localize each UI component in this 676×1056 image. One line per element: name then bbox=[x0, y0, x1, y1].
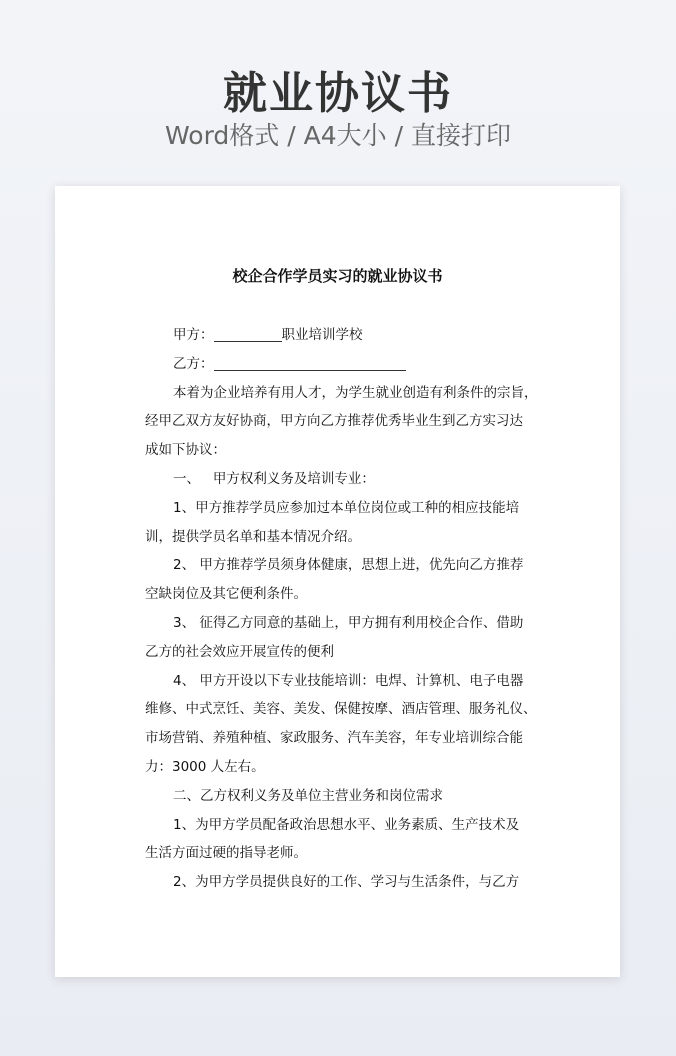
party-b-line bbox=[145, 350, 537, 379]
clause-line: 市场营销、养殖种植、家政服务、汽车美容，年专业培训综合能 bbox=[145, 730, 523, 747]
section-1-heading: 一、 甲方权利义务及培训专业： bbox=[173, 470, 375, 487]
clause-line: 2、为甲方学员提供良好的工作、学习与生活条件，与乙方 bbox=[173, 874, 520, 891]
clause-line: 生活方面过硬的指导老师。 bbox=[145, 845, 307, 862]
document-page bbox=[55, 186, 620, 977]
party-b-label: 乙方： bbox=[173, 355, 214, 372]
banner-subtitle: Word格式 / A4大小 / 直接打印 bbox=[165, 121, 511, 150]
party-b-blank bbox=[214, 354, 406, 371]
party-a-label: 甲方： bbox=[173, 327, 214, 343]
clause-line: 训，提供学员名单和基本情况介绍。 bbox=[145, 528, 361, 545]
clause-line: 2、 甲方推荐学员须身体健康，思想上进，优先向乙方推荐 bbox=[173, 557, 524, 574]
clause-line: 4、 甲方开设以下专业技能培训：电焊、计算机、电子电器 bbox=[173, 672, 524, 689]
party-a-suffix: 职业培训学校 bbox=[281, 327, 363, 343]
clause-line: 力：3000 人左右。 bbox=[145, 758, 265, 775]
intro-line: 经甲乙双方友好协商，甲方向乙方推荐优秀毕业生到乙方实习达 bbox=[145, 413, 523, 430]
intro-line: 本着为企业培养有用人才，为学生就业创造有利条件的宗旨， bbox=[173, 384, 538, 401]
clause-line: 3、 征得乙方同意的基础上，甲方拥有利用校企合作、借助 bbox=[173, 614, 524, 631]
clause-line: 1、甲方推荐学员应参加过本单位岗位或工种的相应技能培 bbox=[173, 499, 520, 516]
intro-line: 成如下协议： bbox=[145, 442, 226, 459]
document-title: 校企合作学员实习的就业协议书 bbox=[232, 267, 443, 285]
section-2-heading: 二、乙方权利义务及单位主营业务和岗位需求 bbox=[173, 787, 443, 804]
clause-line: 空缺岗位及其它便利条件。 bbox=[145, 586, 307, 603]
clause-line: 维修、中式烹饪、美容、美发、保健按摩、酒店管理、服务礼仪、 bbox=[145, 701, 537, 718]
party-a-line bbox=[145, 321, 537, 350]
banner-title: 就业协议书 bbox=[223, 68, 453, 119]
clause-line: 1、为甲方学员配备政治思想水平、业务素质、生产技术及 bbox=[173, 816, 520, 833]
party-a-blank bbox=[214, 325, 282, 342]
document-body bbox=[145, 321, 537, 897]
clause-line: 乙方的社会效应开展宣传的便利 bbox=[145, 643, 334, 660]
